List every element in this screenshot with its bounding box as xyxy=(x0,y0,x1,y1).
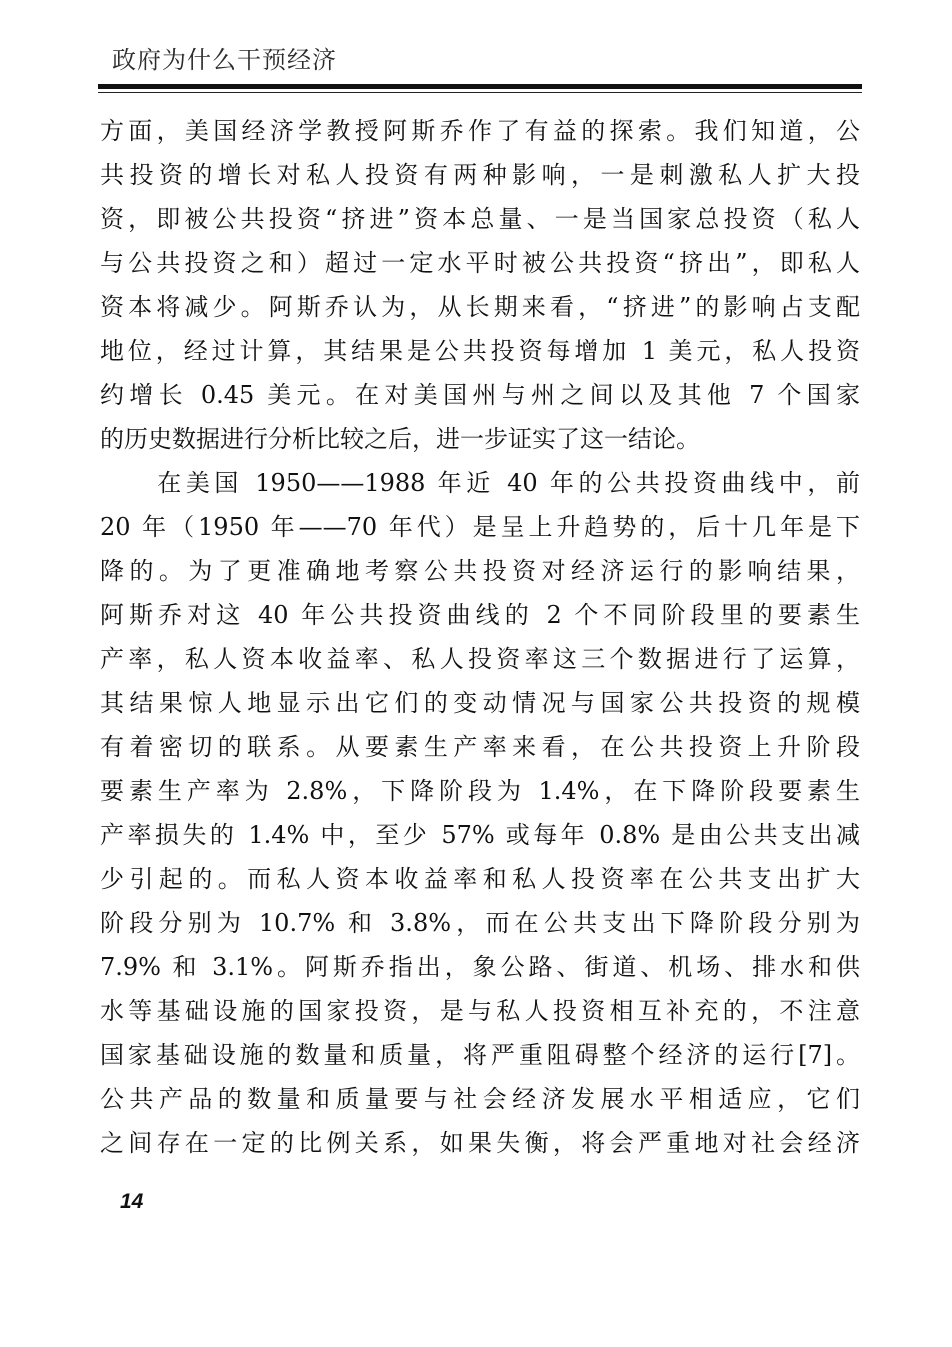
text-line: 阿斯乔对这 40 年公共投资曲线的 2 个不同阶段里的要素生 xyxy=(100,601,860,629)
running-header: 政府为什么干预经济 xyxy=(112,46,337,74)
text-line: 共投资的增长对私人投资有两种影响，一是刺激私人扩大投 xyxy=(100,161,860,189)
body-text xyxy=(100,109,860,1165)
text-line: 水等基础设施的国家投资，是与私人投资相互补充的，不注意 xyxy=(100,997,860,1025)
text-line: 资，即被公共投资“挤进”资本总量、一是当国家总投资（私人 xyxy=(100,205,860,233)
text-line: 有着密切的联系。从要素生产率来看，在公共投资上升阶段 xyxy=(100,733,860,761)
text-line: 阶段分别为 10.7% 和 3.8%，而在公共支出下降阶段分别为 xyxy=(100,909,860,937)
text-line: 与公共投资之和）超过一定水平时被公共投资“挤出”，即私人 xyxy=(100,249,860,277)
text-line: 的历史数据进行分析比较之后，进一步证实了这一结论。 xyxy=(100,425,700,453)
text-line: 20 年（1950 年——70 年代）是呈上升趋势的，后十几年是下 xyxy=(100,513,860,541)
text-line: 产率损失的 1.4% 中，至少 57% 或每年 0.8% 是由公共支出减 xyxy=(100,821,860,849)
text-line: 国家基础设施的数量和质量，将严重阻碍整个经济的运行[7]。 xyxy=(100,1041,860,1069)
text-line: 在美国 1950——1988 年近 40 年的公共投资曲线中，前 xyxy=(100,469,860,497)
text-line: 之间存在一定的比例关系，如果失衡，将会严重地对社会经济 xyxy=(100,1129,860,1157)
text-line: 产率，私人资本收益率、私人投资率这三个数据进行了运算， xyxy=(100,645,860,673)
text-line: 其结果惊人地显示出它们的变动情况与国家公共投资的规模 xyxy=(100,689,860,717)
header-rule-thick xyxy=(98,84,862,89)
text-line: 资本将减少。阿斯乔认为，从长期来看，“挤进”的影响占支配 xyxy=(100,293,860,321)
text-line: 少引起的。而私人资本收益率和私人投资率在公共支出扩大 xyxy=(100,865,860,893)
text-line: 要素生产率为 2.8%，下降阶段为 1.4%，在下降阶段要素生 xyxy=(100,777,860,805)
text-line: 公共产品的数量和质量要与社会经济发展水平相适应，它们 xyxy=(100,1085,860,1113)
text-line: 地位，经过计算，其结果是公共投资每增加 1 美元，私人投资 xyxy=(100,337,860,365)
header-rule-thin xyxy=(98,92,862,93)
text-line: 方面，美国经济学教授阿斯乔作了有益的探索。我们知道，公 xyxy=(100,117,860,145)
text-line: 7.9% 和 3.1%。阿斯乔指出，象公路、街道、机场、排水和供 xyxy=(100,953,860,981)
text-line: 约增长 0.45 美元。在对美国州与州之间以及其他 7 个国家 xyxy=(100,381,860,409)
page-number: 14 xyxy=(120,1190,144,1213)
text-line: 降的。为了更准确地考察公共投资对经济运行的影响结果， xyxy=(100,557,860,585)
